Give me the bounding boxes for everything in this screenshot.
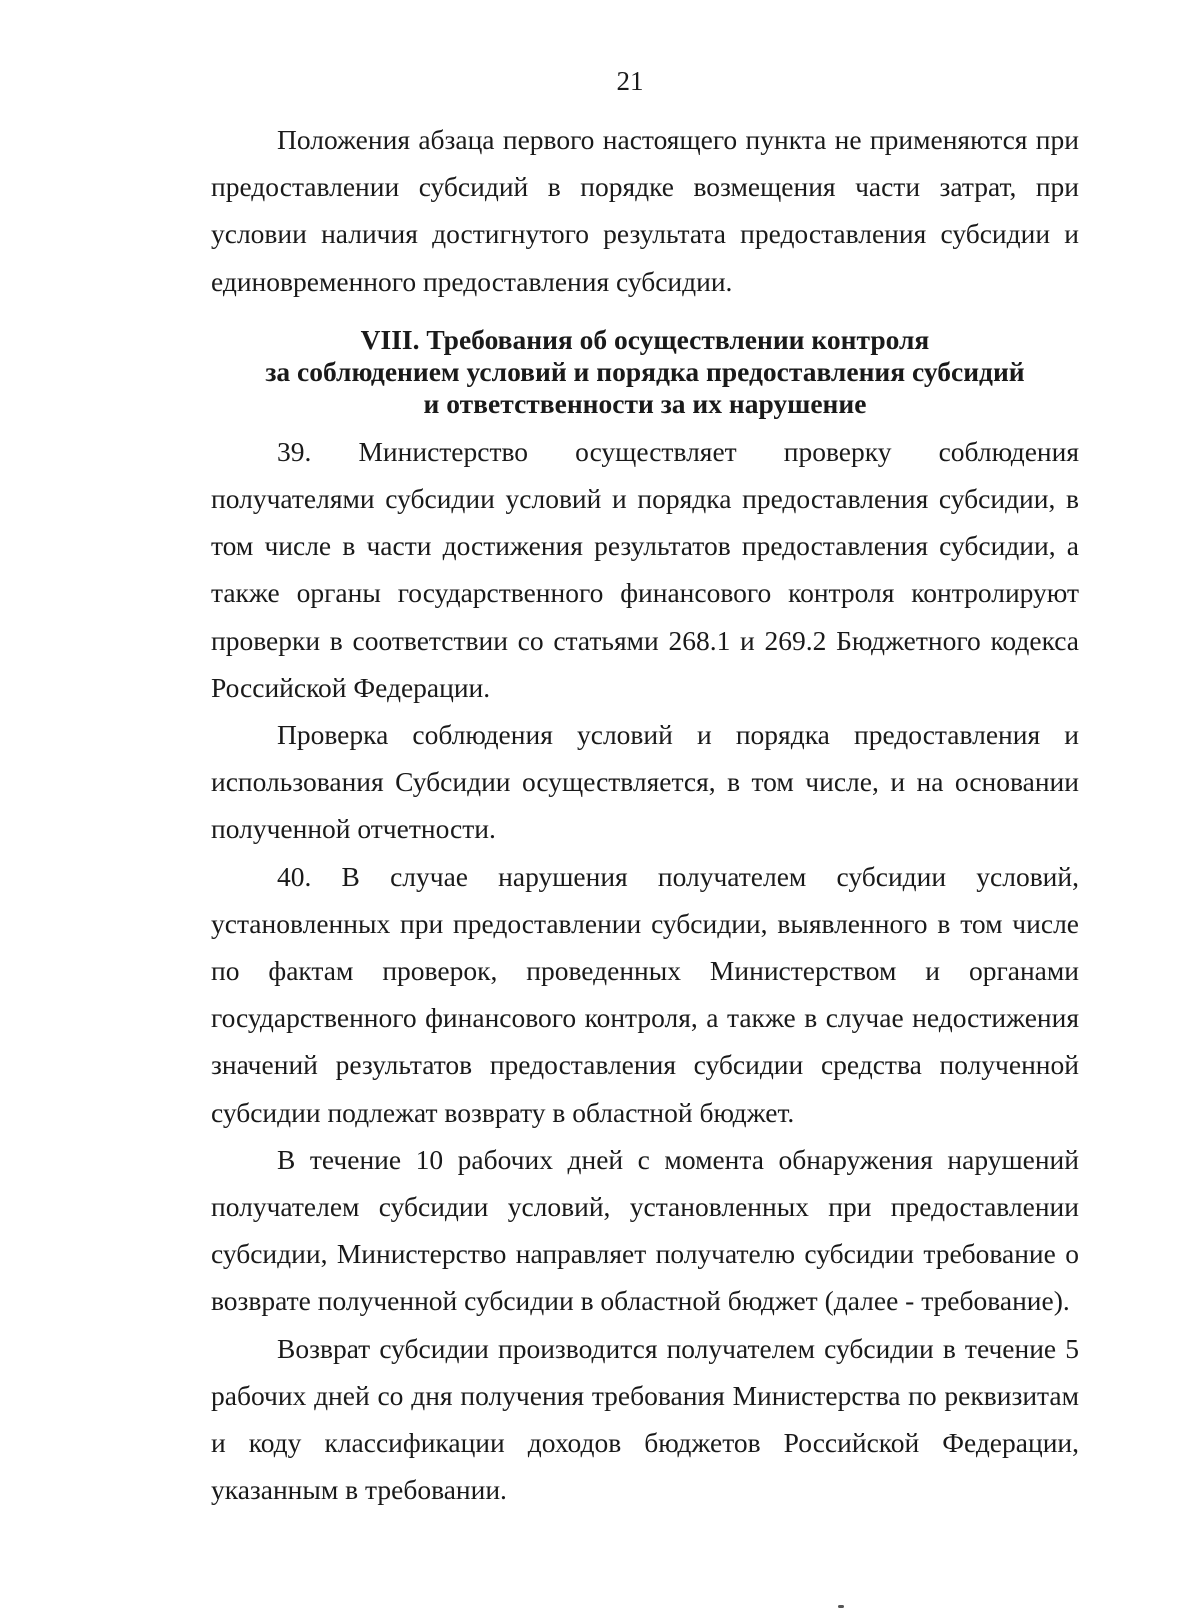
- scan-speck: [838, 1605, 844, 1608]
- paragraph-item-40: 40. В случае нарушения получателем субсидии условий, установленных при предоставлении субсидии, выявленного в том числе по фактам проверок, проведенных Министерством и органами государственного финансового контроля, а также в случае недостижения значений результатов предоставления субсидии средства полученной субсидии подлежат возврату в областной бюджет.: [211, 860, 1079, 1128]
- paragraph-return-procedure: Возврат субсидии производится получателем субсидии в течение 5 рабочих дней со дня получения требования Министерства по реквизитам и коду классификации доходов бюджетов Российской Федерации, указанным в требовании.: [211, 1332, 1079, 1506]
- paragraph-return-demand: В течение 10 рабочих дней с момента обнаружения нарушений получателем субсидии условий, установленных при предоставлении субсидии, Министерство направляет получателю субсидии требование о возврате полученной субсидии в областной бюджет (далее - требование).: [211, 1143, 1079, 1317]
- section-heading-line-2: за соблюдением условий и порядка предоставления субсидий: [265, 355, 1025, 387]
- section-heading-line-3: и ответственности за их нарушение: [423, 387, 867, 419]
- section-heading: [211, 324, 1079, 420]
- document-body: [211, 116, 1079, 1513]
- paragraph-item-39: 39. Министерство осуществляет проверку соблюдения получателями субсидии условий и порядка предоставления субсидии, в том числе в части достижения результатов предоставления субсидии, а также органы государственного финансового контроля контролируют проверки в соответствии со статьями 268.1 и 269.2 Бюджетного кодекса Российской Федерации.: [211, 435, 1079, 703]
- page-number: 21: [616, 66, 644, 96]
- section-heading-line-1: VIII. Требования об осуществлении контроля: [360, 323, 930, 355]
- paragraph-check-usage: Проверка соблюдения условий и порядка предоставления и использования Субсидии осуществляется, в том числе, и на основании полученной отчетности.: [211, 719, 1079, 845]
- paragraph-intro: Положения абзаца первого настоящего пункта не применяются при предоставлении субсидий в порядке возмещения части затрат, при условии наличия достигнутого результата предоставления субсидии и единовременного предоставления субсидии.: [211, 124, 1079, 297]
